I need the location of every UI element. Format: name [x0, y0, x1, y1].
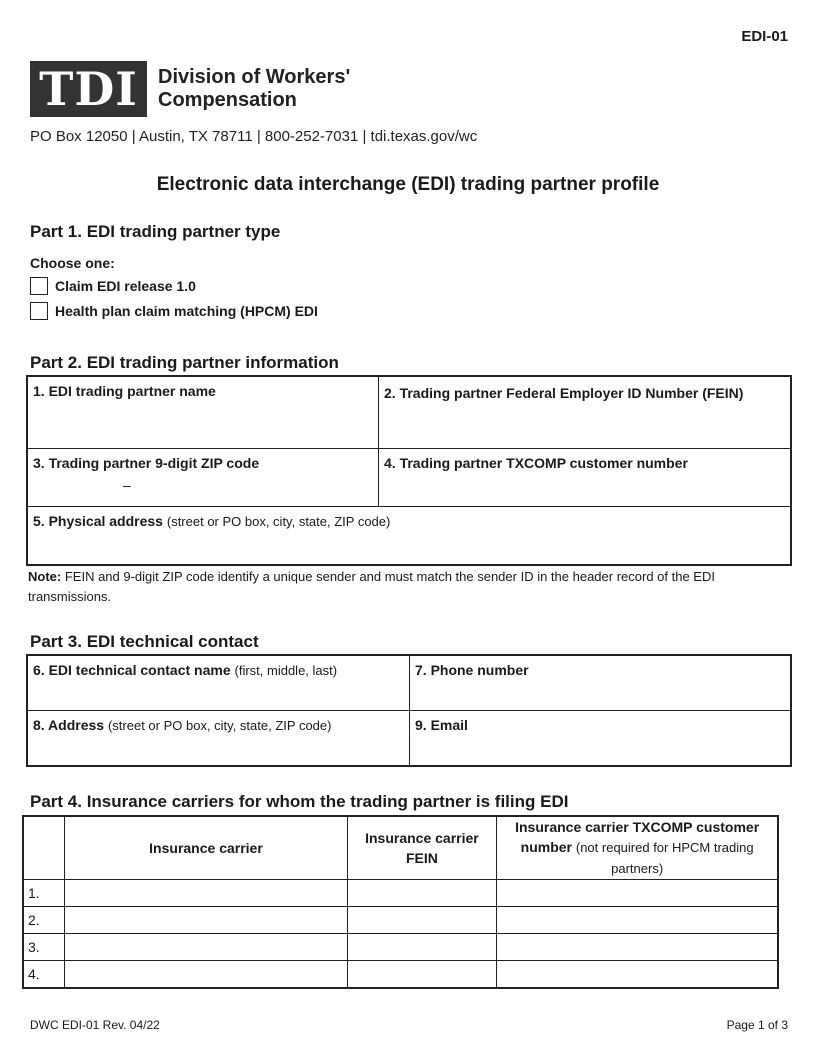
header-number: [23, 816, 65, 880]
part1-heading: Part 1. EDI trading partner type: [30, 222, 281, 241]
carrier-fein-cell[interactable]: [347, 907, 497, 934]
contact-address: PO Box 12050 | Austin, TX 78711 | 800-252-7031 | tdi.texas.gov/wc: [30, 128, 478, 145]
field-phone[interactable]: [410, 656, 790, 711]
part2-note: [28, 567, 788, 607]
footer-revision: DWC EDI-01 Rev. 04/22: [30, 1018, 160, 1032]
note-text: FEIN and 9-digit ZIP code identify a unique sender and must match the sender ID in the header record of the EDI transmissions.: [28, 569, 715, 604]
row-number: 2.: [23, 907, 65, 934]
field-email-label: 9. Email: [415, 717, 468, 733]
checkbox-claim-edi[interactable]: [30, 277, 48, 295]
field-txcomp-number[interactable]: [379, 449, 790, 507]
option-claim-edi-label: Claim EDI release 1.0: [55, 278, 196, 294]
table-row: [23, 880, 778, 907]
field-contact-address[interactable]: [28, 711, 410, 765]
field-contact-address-label: 8. Address: [33, 717, 105, 733]
header-txcomp-hint: (not required for HPCM trading partners): [575, 840, 754, 876]
option-hpcm-edi[interactable]: [30, 302, 318, 320]
carrier-name-cell[interactable]: [65, 907, 347, 934]
field-contact-name-label: 6. EDI technical contact name: [33, 662, 231, 678]
part3-box: [26, 654, 792, 767]
choose-label: Choose one:: [30, 255, 115, 271]
field-partner-name[interactable]: [28, 377, 379, 449]
field-zip-code[interactable]: [28, 449, 379, 507]
carrier-txcomp-cell[interactable]: [497, 934, 778, 961]
field-physical-address-hint: (street or PO box, city, state, ZIP code): [166, 514, 391, 529]
division-line-2: Compensation: [158, 89, 297, 111]
header-txcomp: [497, 816, 778, 880]
carrier-fein-cell[interactable]: [347, 934, 497, 961]
carrier-name-cell[interactable]: [65, 880, 347, 907]
carriers-table: [22, 815, 779, 989]
page-title: Electronic data interchange (EDI) trading partner profile: [156, 174, 660, 195]
footer-page-number: Page 1 of 3: [726, 1018, 788, 1032]
note-label: Note:: [28, 569, 62, 584]
carrier-name-cell[interactable]: [65, 961, 347, 989]
part2-heading: Part 2. EDI trading partner information: [30, 353, 339, 372]
division-line-1: Division of Workers': [158, 66, 351, 88]
header-carrier: Insurance carrier: [65, 816, 347, 880]
form-id: EDI-01: [741, 28, 788, 45]
field-partner-fein-label: 2. Trading partner Federal Employer ID Number (FEIN): [384, 385, 744, 401]
field-partner-name-label: 1. EDI trading partner name: [33, 383, 216, 399]
header-txcomp-label: Insurance carrier TXCOMP customer number: [515, 819, 760, 855]
carriers-header-row: [23, 816, 778, 880]
field-contact-name-hint: (first, middle, last): [234, 663, 338, 678]
part2-box: [26, 375, 792, 566]
field-contact-name[interactable]: [28, 656, 410, 711]
field-email[interactable]: [410, 711, 790, 765]
row-number: 4.: [23, 961, 65, 989]
option-claim-edi[interactable]: [30, 277, 196, 295]
field-zip-code-label: 3. Trading partner 9-digit ZIP code: [33, 455, 260, 471]
field-partner-fein[interactable]: [379, 377, 790, 449]
row-number: 1.: [23, 880, 65, 907]
table-row: [23, 907, 778, 934]
row-number: 3.: [23, 934, 65, 961]
carrier-txcomp-cell[interactable]: [497, 880, 778, 907]
table-row: [23, 934, 778, 961]
carrier-txcomp-cell[interactable]: [497, 907, 778, 934]
field-contact-address-hint: (street or PO box, city, state, ZIP code): [107, 718, 332, 733]
field-physical-address[interactable]: [28, 507, 790, 564]
field-physical-address-label: 5. Physical address: [33, 513, 163, 529]
option-hpcm-edi-label: Health plan claim matching (HPCM) EDI: [55, 303, 318, 319]
field-phone-label: 7. Phone number: [415, 662, 529, 678]
part3-heading: Part 3. EDI technical contact: [30, 632, 259, 651]
checkbox-hpcm-edi[interactable]: [30, 302, 48, 320]
table-row: [23, 961, 778, 989]
part4-heading: Part 4. Insurance carriers for whom the trading partner is filing EDI: [30, 792, 569, 811]
carrier-name-cell[interactable]: [65, 934, 347, 961]
division-name: [158, 66, 350, 112]
carrier-fein-cell[interactable]: [347, 961, 497, 989]
tdi-logo: TDI: [30, 61, 147, 117]
carrier-fein-cell[interactable]: [347, 880, 497, 907]
carrier-txcomp-cell[interactable]: [497, 961, 778, 989]
zip-separator: –: [123, 477, 131, 493]
header-fein: Insurance carrier FEIN: [347, 816, 497, 880]
field-txcomp-number-label: 4. Trading partner TXCOMP customer number: [384, 455, 688, 471]
